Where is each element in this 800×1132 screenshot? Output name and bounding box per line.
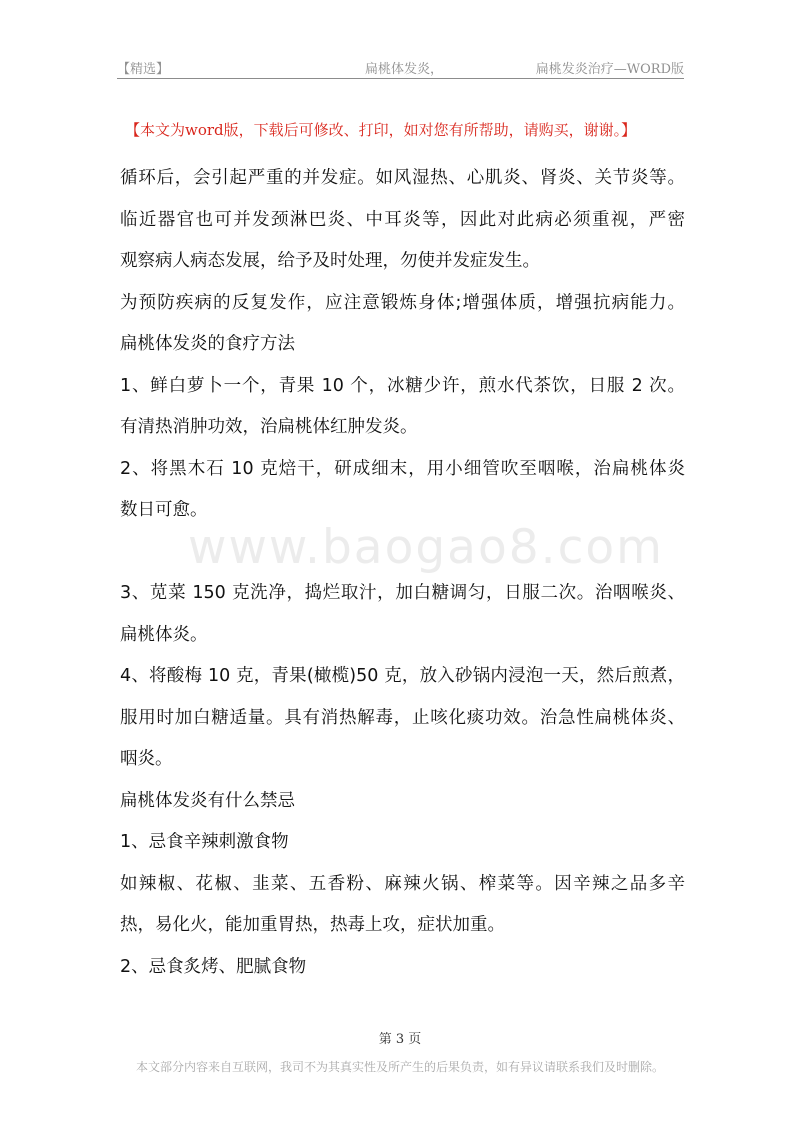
list-item: 1、忌食辛辣刺激食物 (120, 832, 289, 852)
paragraph-line: 循环后，会引起严重的并发症。如风湿热、心肌炎、肾炎、关节炎等。 (120, 168, 685, 188)
list-item-continuation: 有清热消肿功效，治扁桃体红肿发炎。 (120, 417, 418, 437)
document-body (120, 158, 685, 988)
section-heading: 扁桃体发炎有什么禁忌 (120, 790, 295, 811)
purchase-notice: 【本文为word版，下载后可修改、打印，如对您有所帮助，请购买，谢谢。】 (125, 121, 637, 139)
section-heading: 扁桃体发炎的食疗方法 (120, 334, 295, 354)
paragraph-line: 观察病人病态发展，给予及时处理，勿使并发症发生。 (120, 251, 540, 271)
paragraph-line: 为预防疾病的反复发作，应注意锻炼身体;增强体质，增强抗病能力。 (120, 292, 685, 313)
paragraph-line: 如辣椒、花椒、韭菜、五香粉、麻辣火锅、榨菜等。因辛辣之品多辛 (120, 873, 685, 894)
list-item-continuation: 服用时加白糖适量。具有消热解毒，止咳化痰功效。治急性扁桃体炎、 (120, 707, 685, 728)
list-item: 1、鲜白萝卜一个，青果 10 个，冰糖少许，煎水代茶饮，日服 2 次。 (120, 375, 685, 396)
footer-disclaimer: 本文部分内容来自互联网，我司不为其真实性及所产生的后果负责，如有异议请联系我们及时删除。 (135, 1060, 664, 1074)
watermark: www.baogao8.com (188, 520, 664, 575)
list-item-continuation: 数日可愈。 (120, 500, 208, 520)
page-number: 第 3 页 (378, 1032, 422, 1047)
blank-line (120, 532, 685, 574)
header-right-title: 扁桃发炎治疗—WORD版 (535, 62, 684, 77)
list-item: 2、将黑木石 10 克焙干，研成细末，用小细管吹至咽喉，治扁桃体炎 (120, 458, 685, 479)
header-center-title: 扁桃体发炎， (365, 62, 444, 77)
paragraph-line: 热，易化火，能加重胃热，热毒上攻，症状加重。 (120, 915, 505, 935)
list-item: 2、忌食炙烤、肥腻食物 (120, 956, 307, 977)
paragraph-line: 临近器官也可并发颈淋巴炎、中耳炎等，因此对此病必须重视，严密 (120, 209, 685, 230)
list-item-continuation: 咽炎。 (120, 749, 173, 769)
list-item: 4、将酸梅 10 克，青果(橄榄)50 克，放入砂锅内浸泡一天，然后煎煮， (120, 666, 685, 686)
header-left-label: 【精选】 (117, 62, 170, 77)
list-item: 3、苋菜 150 克洗净，捣烂取汁，加白糖调匀，日服二次。治咽喉炎、 (120, 583, 685, 603)
page-header (117, 56, 684, 79)
list-item-continuation: 扁桃体炎。 (120, 624, 208, 645)
